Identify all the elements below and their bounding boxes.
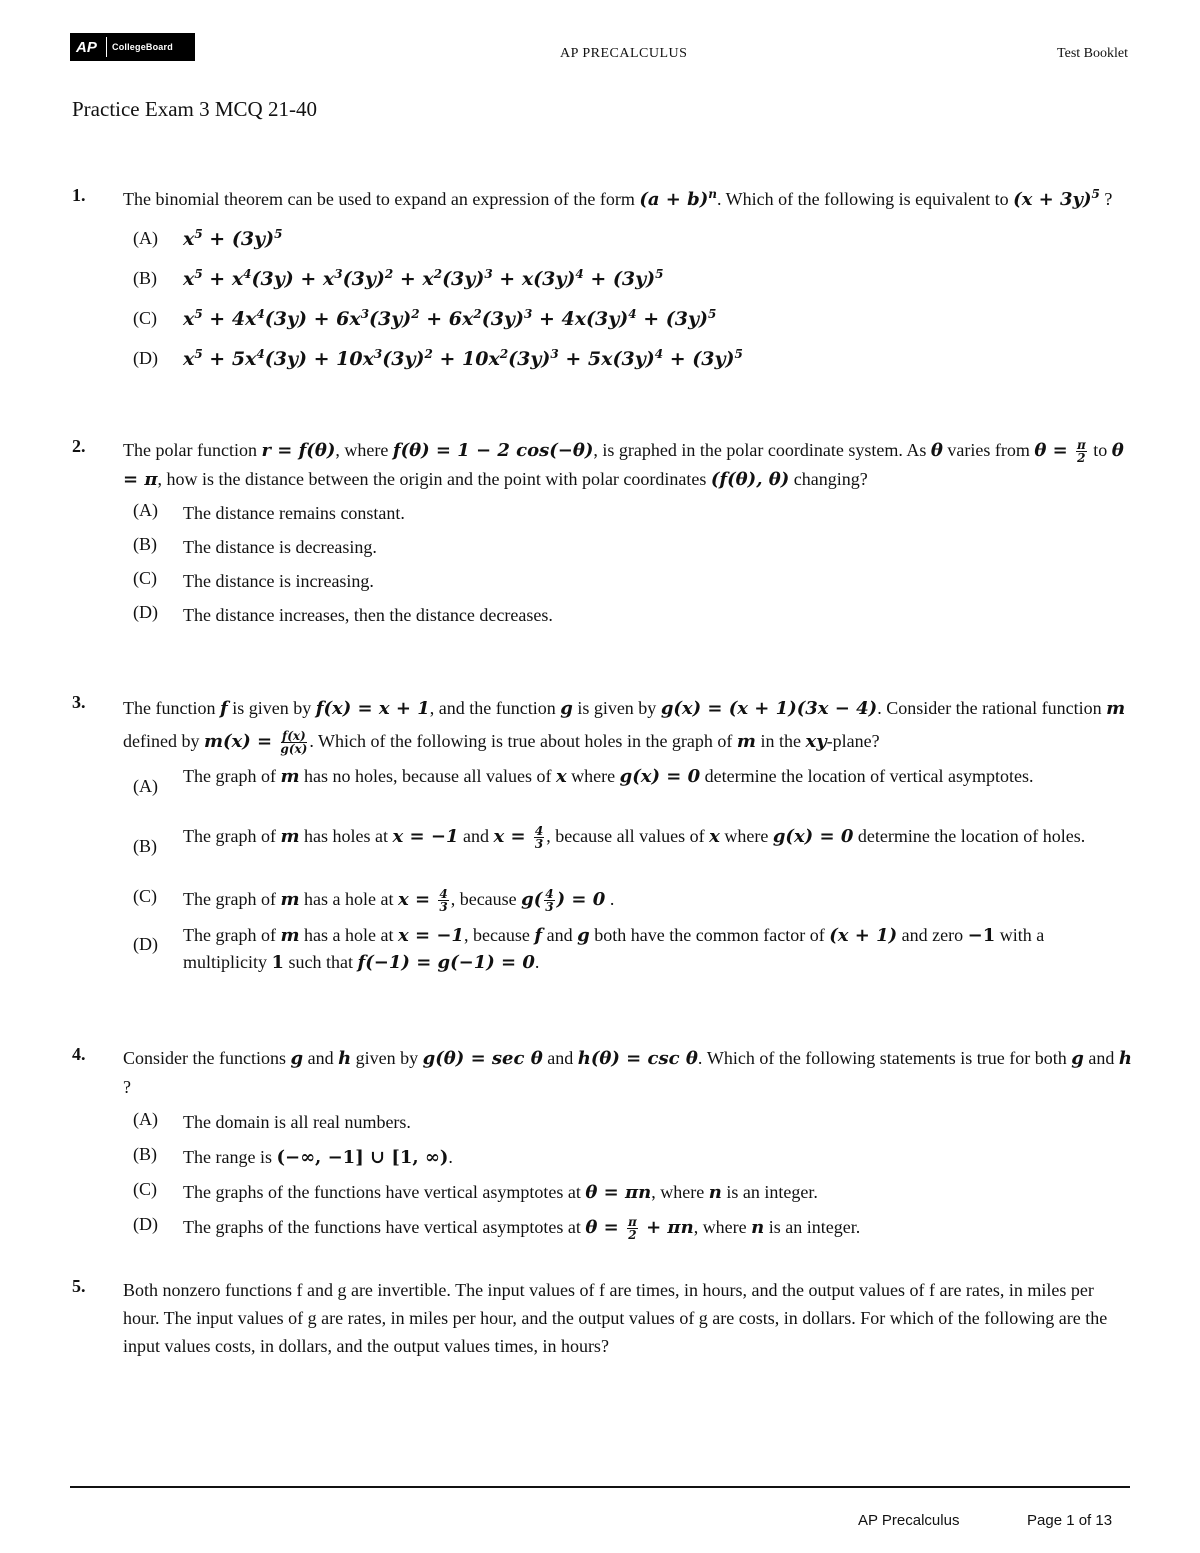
ap-collegeboard-logo <box>70 33 195 61</box>
option-4a[interactable] <box>123 1109 1132 1144</box>
option-label: (D) <box>133 602 158 622</box>
question-4-stem: Consider the functions g and h given by g(θ) = sec θ and h(θ) = csc θ. Which of the following statements is true for both g and h ? <box>123 1048 1132 1097</box>
option-text: The graph of m has a hole at x = $\frac{4}{3}$ , because g( $\frac{4}{3}$ ) = 0 . <box>183 886 615 914</box>
question-2-stem: The polar function r = f(θ), where f(θ) = 1 − 2 cos(−θ), is graphed in the polar coordinate system. As θ varies from θ = $\frac{\pi}{2}$ to θ = π, how is the distance between the origin and the point with polar coordinates (f(θ), θ) changing? <box>123 437 1124 490</box>
option-label: (D) <box>133 1214 158 1234</box>
option-label: (C) <box>133 568 157 588</box>
option-text: The domain is all real numbers. <box>183 1112 411 1132</box>
option-text: The graph of m has holes at x = −1 and x = $\frac{4}{3}$ , because all values of x where g(x) = 0 determine the location of holes. <box>183 823 1086 851</box>
footer-course: AP Precalculus <box>858 1512 960 1529</box>
option-label: (D) <box>133 348 158 368</box>
option-text: The graphs of the functions have vertical asymptotes at θ = πn, where n is an integer. <box>183 1182 818 1203</box>
option-label: (C) <box>133 1179 157 1199</box>
option-text: The graphs of the functions have vertical asymptotes at θ = $\frac{\pi}{2}$ + πn, where n is an integer. <box>183 1214 861 1242</box>
question-5-stem: Both nonzero functions f and g are invertible. The input values of f are times, in hours, and the output values of f are rates, in miles per hour. The input values of g are rates, in miles per hour, and the output values of g are costs, in dollars. For which of the following are the input values costs, in dollars, and the output values times, in hours? <box>123 1280 1108 1356</box>
option-text: The distance remains constant. <box>183 503 405 523</box>
option-text: $x^5 + 5x^4(3y) + 10x^3(3y)^2 + 10x^2(3y)^3 + 5x(3y)^4 + (3y)^5$ <box>183 347 743 370</box>
question-4 <box>72 1044 1132 1249</box>
option-label: (A) <box>133 500 158 520</box>
option-text: $x^5 + x^4(3y) + x^3(3y)^2 + x^2(3y)^3 + x(3y)^4 + (3y)^5$ <box>183 267 664 290</box>
option-3a[interactable] <box>123 764 1132 822</box>
option-text: The distance is increasing. <box>183 571 374 591</box>
option-3c[interactable] <box>123 884 1132 922</box>
option-2a[interactable] <box>123 500 1132 534</box>
option-1c[interactable] <box>123 302 1132 342</box>
option-2c[interactable] <box>123 568 1132 602</box>
option-4c[interactable] <box>123 1179 1132 1214</box>
option-1b[interactable] <box>123 262 1132 302</box>
question-number: 2. <box>72 436 86 456</box>
question-number: 5. <box>72 1276 86 1296</box>
logo-ap-text: AP <box>76 38 97 56</box>
option-label: (C) <box>133 308 157 328</box>
question-3 <box>72 692 1132 982</box>
option-label: (A) <box>133 1109 158 1129</box>
question-3-stem: The function f is given by f(x) = x + 1, and the function g is given by g(x) = (x + 1)(3x − 4). Consider the rational function m defined by m(x) = $\frac{f(x)}{g(x)}$ . Which of the following is true about holes in the graph of m in the xy-plane? <box>123 698 1126 756</box>
header-course: AP PRECALCULUS <box>560 46 688 61</box>
question-1 <box>72 185 1132 382</box>
option-label: (A) <box>133 776 158 796</box>
question-number: 1. <box>72 185 86 205</box>
option-label: (A) <box>133 228 158 248</box>
option-text: $x^5 + 4x^4(3y) + 6x^3(3y)^2 + 6x^2(3y)^3 + 4x(3y)^4 + (3y)^5$ <box>183 307 717 330</box>
option-text: The distance is decreasing. <box>183 537 377 557</box>
option-label: (B) <box>133 534 157 554</box>
option-2d[interactable] <box>123 602 1132 636</box>
logo-divider <box>106 37 107 57</box>
option-text: The distance increases, then the distance decreases. <box>183 605 553 625</box>
option-label: (B) <box>133 836 157 856</box>
question-number: 4. <box>72 1044 86 1064</box>
page-title: Practice Exam 3 MCQ 21-40 <box>72 97 317 121</box>
option-1d[interactable] <box>123 342 1132 382</box>
question-number: 3. <box>72 692 86 712</box>
question-2 <box>72 436 1132 636</box>
option-3b[interactable] <box>123 822 1132 884</box>
option-text: The graph of m has a hole at x = −1, because f and g both have the common factor of (x + 1) and zero −1 with a multiplicity 1 such that f(−1) = g(−1) = 0. <box>183 925 1045 973</box>
option-4d[interactable] <box>123 1214 1132 1249</box>
logo-collegeboard-text: CollegeBoard <box>112 42 173 52</box>
option-label: (B) <box>133 1144 157 1164</box>
header-booklet: Test Booklet <box>1057 46 1128 61</box>
option-1a[interactable] <box>123 222 1132 262</box>
option-label: (B) <box>133 268 157 288</box>
footer-divider <box>70 1486 1130 1488</box>
option-text: $x^5 + (3y)^5$ <box>183 227 283 250</box>
option-text: The graph of m has no holes, because all values of x where g(x) = 0 determine the location of vertical asymptotes. <box>183 766 1034 787</box>
page-number: Page 1 of 13 <box>1027 1512 1113 1529</box>
option-2b[interactable] <box>123 534 1132 568</box>
question-5 <box>72 1276 1132 1360</box>
question-1-stem: The binomial theorem can be used to expand an expression of the form $(a + b)^n$. Which of the following is equivalent to $(x + 3y)^5$ ? <box>123 187 1113 210</box>
option-4b[interactable] <box>123 1144 1132 1179</box>
option-label: (C) <box>133 886 157 906</box>
option-3d[interactable] <box>123 922 1132 982</box>
option-label: (D) <box>133 934 158 954</box>
option-text: The range is (−∞, −1] ∪ [1, ∞). <box>183 1147 453 1168</box>
